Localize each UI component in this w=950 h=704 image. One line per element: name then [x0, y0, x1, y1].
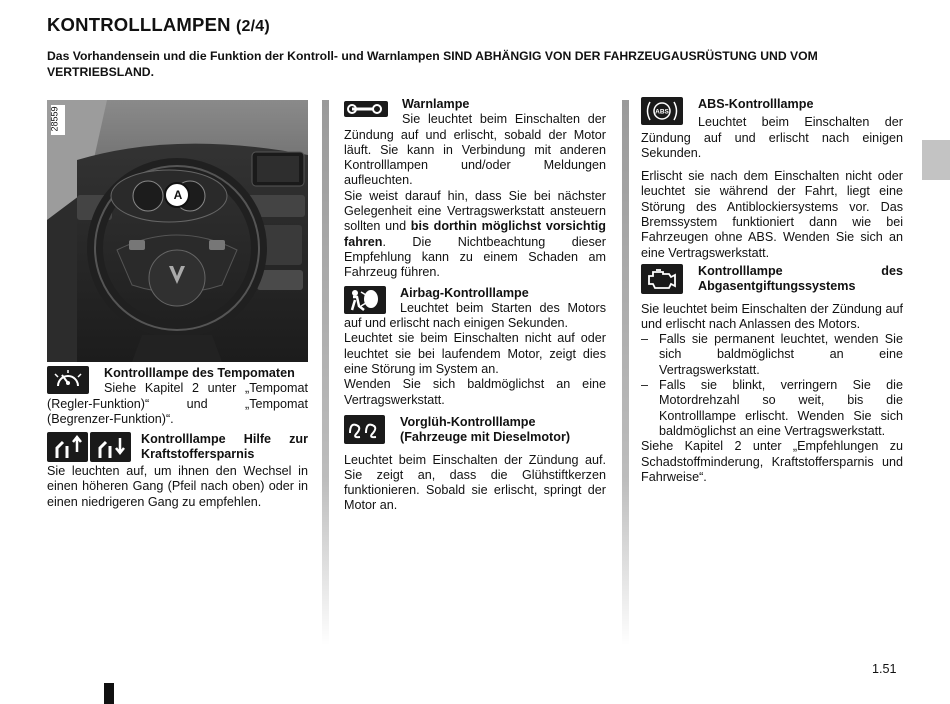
abs-title: ABS-Kontrolllampe: [698, 97, 814, 111]
shift-up-icon: [47, 432, 88, 462]
page-title-text: KONTROLLLAMPEN: [47, 14, 231, 35]
page-title-suffix: (2/4): [236, 18, 270, 35]
warning-text-2: [344, 189, 606, 281]
abs-text-2: Erlischt sie nach dem Einschalten nicht oder leuchtet sie während der Fahrt, liegt eine Störung des Antiblockiersystems vor. Das Bremssystem funktioniert dann wie bei Fahrzeugen ohne ABS. Wenden Sie sich an eine Vertragswerkstatt.: [641, 169, 903, 260]
column-separator-1: [322, 100, 329, 645]
abs-icon-label: ABS: [655, 108, 669, 116]
warning-section: [344, 97, 606, 281]
emission-title: Kontrolllampe des Abgasentgiftungssystems: [698, 263, 903, 294]
emission-text-2: Siehe Kapitel 2 unter „Empfehlungen zu Schadstoffminderung, Kraftstoffersparnis und Fahrweise“.: [641, 439, 903, 484]
tempomat-section: [47, 366, 308, 427]
cruise-control-icon: [47, 366, 89, 394]
abs-icon: [641, 97, 683, 125]
column-3: [641, 97, 903, 485]
emission-text-1: Sie leuchtet beim Einschalten der Zündung auf und erlischt nach Anlassen des Motors.: [641, 301, 903, 331]
shift-down-icon: [90, 432, 131, 462]
emission-item-1: [641, 332, 903, 378]
tempomat-title: Kontrolllampe des Tempomaten: [104, 366, 295, 380]
image-code-text: 28559: [49, 106, 60, 132]
warning-text-2b: bis dorthin möglichst vorsichtig fahren: [344, 219, 606, 249]
intro-note: Das Vorhandensein und die Funktion der Kontroll- und Warnlampen SIND ABHÄNGIG VON DER FAHRZEUGAUSRÜSTUNG UND VOM VERTRIEBSLAND.: [47, 49, 818, 79]
glow-text: Leuchtet beim Einschalten der Zündung auf. Sie zeigt an, dass die Glühstiftkerzen funktionieren. Sobald sie erlischt, springt der Motor an.: [344, 452, 606, 513]
emission-item-1-bullet: –: [641, 332, 649, 347]
abs-section: [641, 97, 903, 261]
shift-title: Kontrolllampe Hilfe zur Kraftstoffersparnis: [141, 432, 308, 462]
abs-text-1: Leuchtet beim Einschalten der Zündung auf und erlischt nach einigen Sekunden.: [641, 115, 903, 160]
airbag-text-3: Wenden Sie sich baldmöglichst an eine Vertragswerkstatt.: [344, 377, 606, 407]
warning-text-1: Sie leuchtet beim Einschalten der Zündung auf und erlischt, sobald der Motor läuft. Sie kann in Verbindung mit anderen Kontrolllampen und/oder Meldungen aufleuchten.: [344, 112, 606, 188]
warning-text-2c: . Die Nichtbeachtung dieser Empfehlung kann zu einem Schaden am Fahrzeug führen.: [344, 234, 606, 280]
emission-item-2: [641, 378, 903, 439]
image-code: [51, 105, 65, 135]
section-tab: [922, 140, 950, 180]
warning-text-2a: Sie weist darauf hin, dass Sie bei nächster Gelegenheit eine Vertragswerkstatt ansteuern sollten und: [344, 188, 606, 234]
shift-text: Sie leuchten auf, um ihnen den Wechsel in einen höheren Gang (Pfeil nach oben) oder in einen niedrigeren Gang zu empfehlen.: [47, 464, 308, 509]
glow-plug-icon: [344, 415, 385, 444]
column-1: [47, 366, 308, 510]
column-separator-2: [622, 100, 629, 645]
shift-icons: [47, 432, 131, 462]
airbag-icon: [344, 286, 386, 314]
glow-title: Vorglüh-Kontrolllampe (Fahrzeuge mit Dieselmotor): [400, 414, 571, 445]
airbag-text-2: Leuchtet sie beim Einschalten nicht auf oder leuchtet sie bei laufendem Motor, zeigt dies eine Störung im System an.: [344, 331, 606, 377]
airbag-section: [344, 286, 606, 408]
emission-item-2-text: Falls sie blinkt, verringern Sie die Motordrehzahl so weit, bis die Kontrolllampe erlischt. Wenden Sie sich baldmöglichst an eine Vertragswerkstatt.: [659, 378, 903, 438]
shift-section: [47, 432, 308, 510]
callout-a: A: [173, 188, 183, 202]
engine-icon: [641, 264, 683, 294]
airbag-text-1: Leuchtet beim Starten des Motors auf und erlischt nach einigen Sekunden.: [344, 300, 606, 331]
bottom-marker: [104, 683, 114, 704]
warning-title: Warnlampe: [402, 97, 470, 111]
emission-item-2-bullet: –: [641, 378, 649, 393]
emission-section: [641, 264, 903, 485]
column-2: [344, 97, 606, 514]
steering-wheel-illustration: [47, 100, 308, 362]
dashboard-photo: [47, 100, 308, 362]
glow-section: [344, 415, 606, 514]
tempomat-text: Siehe Kapitel 2 unter „Tempomat (Regler-Funktion)“ und „Tempomat (Begrenzer-Funktion)“.: [47, 381, 308, 426]
page-title: [47, 14, 270, 38]
airbag-title: Airbag-Kontrolllampe: [400, 285, 529, 300]
emission-item-1-text: Falls sie permanent leuchtet, wenden Sie sich baldmöglichst an eine Vertragswerkstatt.: [659, 332, 903, 377]
page-number: 1.51: [872, 662, 897, 676]
wrench-icon: [344, 101, 388, 117]
